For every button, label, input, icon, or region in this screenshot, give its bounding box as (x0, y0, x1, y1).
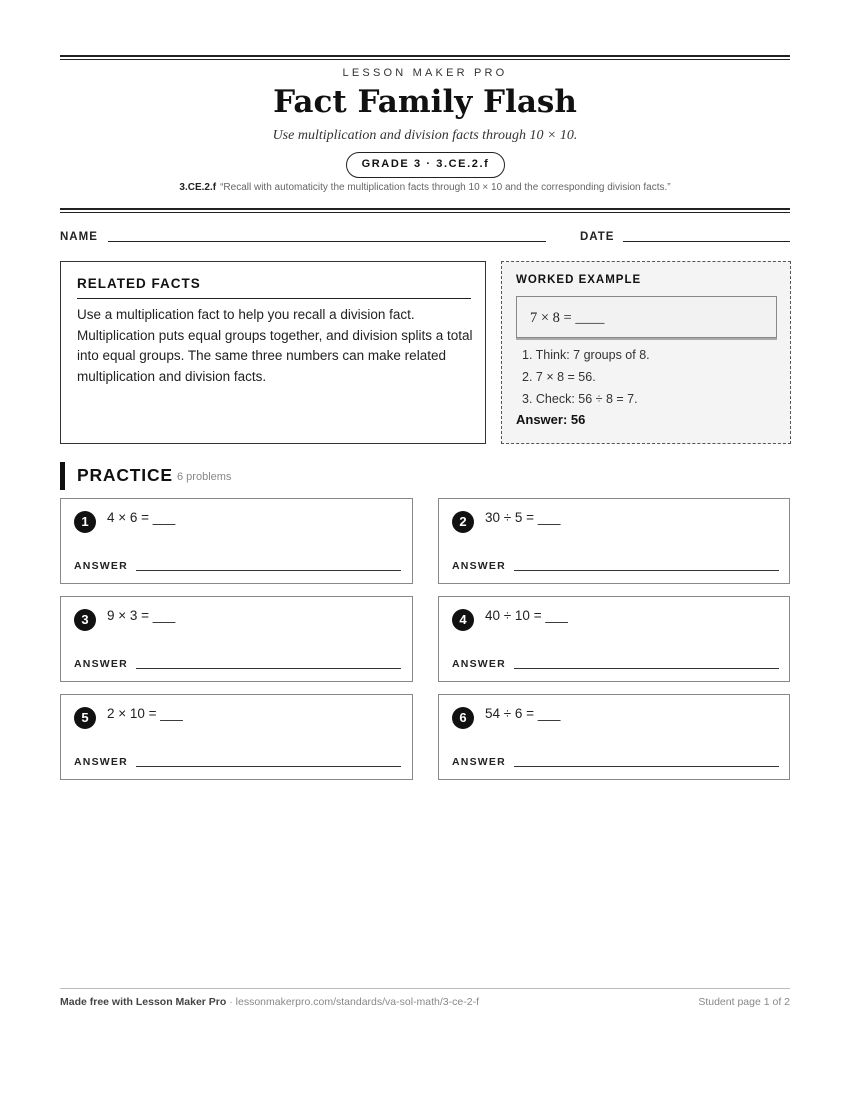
name-label: NAME (60, 231, 98, 243)
problem-text: 4 × 6 = ___ (107, 510, 176, 525)
header-bottom-double-rule (60, 208, 790, 213)
problem-text: 2 × 10 = ___ (107, 706, 183, 721)
problem-text: 40 ÷ 10 = ___ (485, 608, 568, 623)
footer-made-with: Made free with Lesson Maker Pro (60, 996, 227, 1008)
problem-number-badge: 5 (74, 707, 96, 729)
answer-label: ANSWER (74, 560, 128, 572)
footer-attribution (60, 996, 479, 1008)
problem-text: 9 × 3 = ___ (107, 608, 176, 623)
answer-label: ANSWER (452, 658, 506, 670)
related-facts-body: Use a multiplication fact to help you recall a division fact. Multiplication puts equal groups together, and division splits a total into equal groups. The same three numbers can make related multiplication and division facts. (77, 307, 473, 384)
answer-label: ANSWER (452, 560, 506, 572)
answer-field[interactable] (514, 570, 779, 571)
related-facts-divider (77, 298, 471, 299)
worked-example-title: WORKED EXAMPLE (516, 274, 642, 286)
problem-card-5 (60, 694, 413, 780)
page-title: Fact Family Flash (273, 84, 577, 120)
grade-badge: GRADE 3 · 3.CE.2.f (346, 152, 505, 178)
problem-number-badge: 6 (452, 707, 474, 729)
problem-card-6 (438, 694, 790, 780)
answer-label: ANSWER (74, 756, 128, 768)
problem-number-badge: 3 (74, 609, 96, 631)
answer-field[interactable] (136, 668, 401, 669)
practice-accent-bar (60, 462, 65, 490)
problem-number-badge: 2 (452, 511, 474, 533)
problem-number-badge: 1 (74, 511, 96, 533)
answer-field[interactable] (514, 766, 779, 767)
worked-example-steps (522, 344, 650, 410)
problem-card-3 (60, 596, 413, 682)
problem-text: 30 ÷ 5 = ___ (485, 510, 561, 525)
footer-divider (60, 988, 790, 989)
worked-example-box (501, 261, 791, 444)
date-label: DATE (580, 231, 615, 243)
problem-text: 54 ÷ 6 = ___ (485, 706, 561, 721)
practice-title: PRACTICE (77, 465, 173, 485)
related-facts-title: RELATED FACTS (77, 276, 201, 291)
standard-code: 3.CE.2.f (179, 182, 217, 193)
answer-field[interactable] (514, 668, 779, 669)
brand-label: LESSON MAKER PRO (342, 67, 508, 79)
date-field[interactable] (623, 241, 790, 242)
standard-description (0, 182, 850, 193)
answer-field[interactable] (136, 570, 401, 571)
standard-text: “Recall with automaticity the multiplication facts through 10 × 10 and the corresponding division facts.” (220, 182, 671, 193)
top-double-rule (60, 55, 790, 60)
footer-url: · lessonmakerpro.com/standards/va-sol-math/3-ce-2-f (226, 996, 479, 1008)
problem-card-4 (438, 596, 790, 682)
worked-example-answer: Answer: 56 (516, 412, 586, 427)
related-facts-box (60, 261, 486, 444)
worked-step: 3. Check: 56 ÷ 8 = 7. (522, 392, 638, 406)
footer-page-number: Student page 1 of 2 (698, 996, 790, 1008)
page-subtitle: Use multiplication and division facts through 10 × 10. (272, 128, 578, 143)
problem-card-2 (438, 498, 790, 584)
worked-example-problem: 7 × 8 = ____ (516, 296, 777, 338)
problem-number-badge: 4 (452, 609, 474, 631)
worked-step: 1. Think: 7 groups of 8. (522, 348, 650, 362)
answer-field[interactable] (136, 766, 401, 767)
answer-label: ANSWER (452, 756, 506, 768)
problem-card-1 (60, 498, 413, 584)
answer-label: ANSWER (74, 658, 128, 670)
worked-step: 2. 7 × 8 = 56. (522, 370, 596, 384)
practice-count: 6 problems (177, 471, 232, 483)
name-field[interactable] (108, 241, 546, 242)
